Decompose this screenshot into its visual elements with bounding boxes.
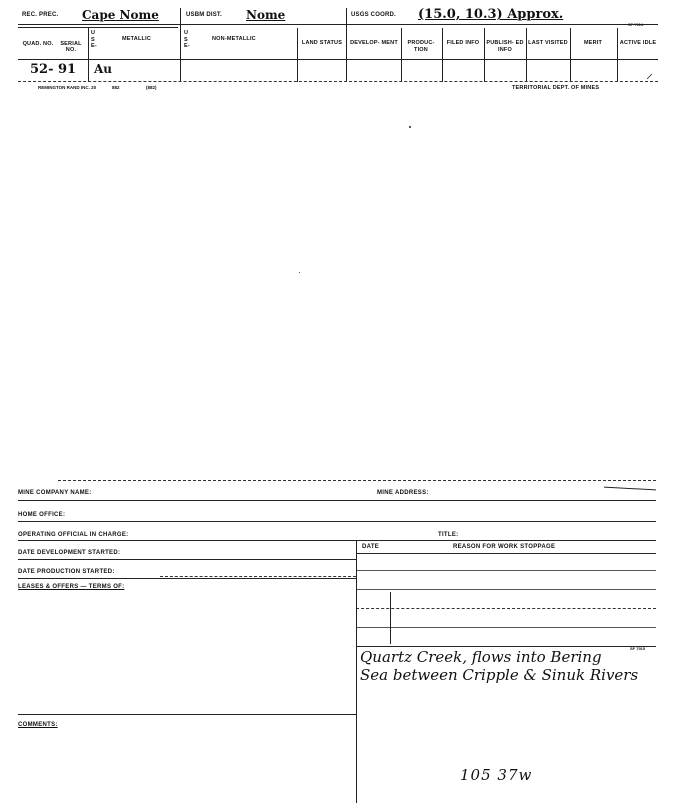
usbm-dist-label: USBM DIST. <box>186 12 223 18</box>
note-line-2: Sea between Cripple & Sinuk Rivers <box>360 666 639 684</box>
active-mark: ⸝ <box>646 65 653 81</box>
col-serial-no: SERIAL NO. <box>60 41 82 53</box>
use-right: U S E- <box>184 30 190 49</box>
comments-label: COMMENTS: <box>18 722 58 728</box>
col-non-metallic: NON-METALLIC <box>212 36 256 42</box>
operating-official-label: OPERATING OFFICIAL IN CHARGE: <box>18 532 129 538</box>
printer-code1: 882 <box>112 85 120 90</box>
leases-offers-label: LEASES & OFFERS — TERMS OF: <box>18 584 125 590</box>
reason-col-label: REASON FOR WORK STOPPAGE <box>453 544 556 550</box>
bottom-number: 105 37w <box>460 766 533 784</box>
printer-code2: (882) <box>146 85 157 90</box>
col-last-visited: LAST VISITED <box>528 40 568 46</box>
col-production: PRODUC- TION <box>407 40 435 53</box>
mine-company-name-label: MINE COMPANY NAME: <box>18 490 92 496</box>
use-left: U S E- <box>91 30 97 49</box>
date-col-label: DATE <box>362 544 380 550</box>
col-active-idle: ACTIVE IDLE <box>619 40 657 46</box>
col-development: DEVELOP- MENT <box>350 40 398 46</box>
printer-label: REMINGTON RAND INC. 20 <box>38 85 97 90</box>
col-merit: MERIT <box>583 40 603 46</box>
form-code-bottom: SF 7915 <box>630 646 646 651</box>
col-land-status: LAND STATUS <box>301 40 343 46</box>
quad-serial-value: 52- 91 <box>30 62 77 77</box>
col-published-info: PUBLISH- ED INFO <box>486 40 524 53</box>
form-code-top: SF 7914 <box>628 22 644 27</box>
home-office-label: HOME OFFICE: <box>18 512 66 518</box>
speck <box>409 126 411 128</box>
title-label: TITLE: <box>438 532 459 538</box>
speck <box>299 272 300 273</box>
handwritten-note <box>360 648 638 684</box>
usgs-coord-label: USGS COORD. <box>351 12 396 18</box>
territorial-dept: TERRITORIAL DEPT. OF MINES <box>512 85 600 91</box>
date-dev-started-label: DATE DEVELOPMENT STARTED: <box>18 550 121 556</box>
date-prod-started-label: DATE PRODUCTION STARTED: <box>18 569 115 575</box>
col-quad-no: QUAD. NO. <box>22 41 54 47</box>
rec-prec-value: Cape Nome <box>82 8 159 22</box>
col-metallic: METALLIC <box>122 36 151 42</box>
usbm-dist-value: Nome <box>246 8 286 22</box>
note-line-1: Quartz Creek, flows into Bering <box>360 648 602 666</box>
col-filed-info: FILED INFO <box>446 40 480 46</box>
mine-address-label: MINE ADDRESS: <box>377 490 429 496</box>
metallic-value: Au <box>94 62 113 76</box>
rec-prec-label: REC. PREC. <box>22 12 59 18</box>
usgs-coord-value: (15.0, 10.3) Approx. <box>418 7 564 22</box>
